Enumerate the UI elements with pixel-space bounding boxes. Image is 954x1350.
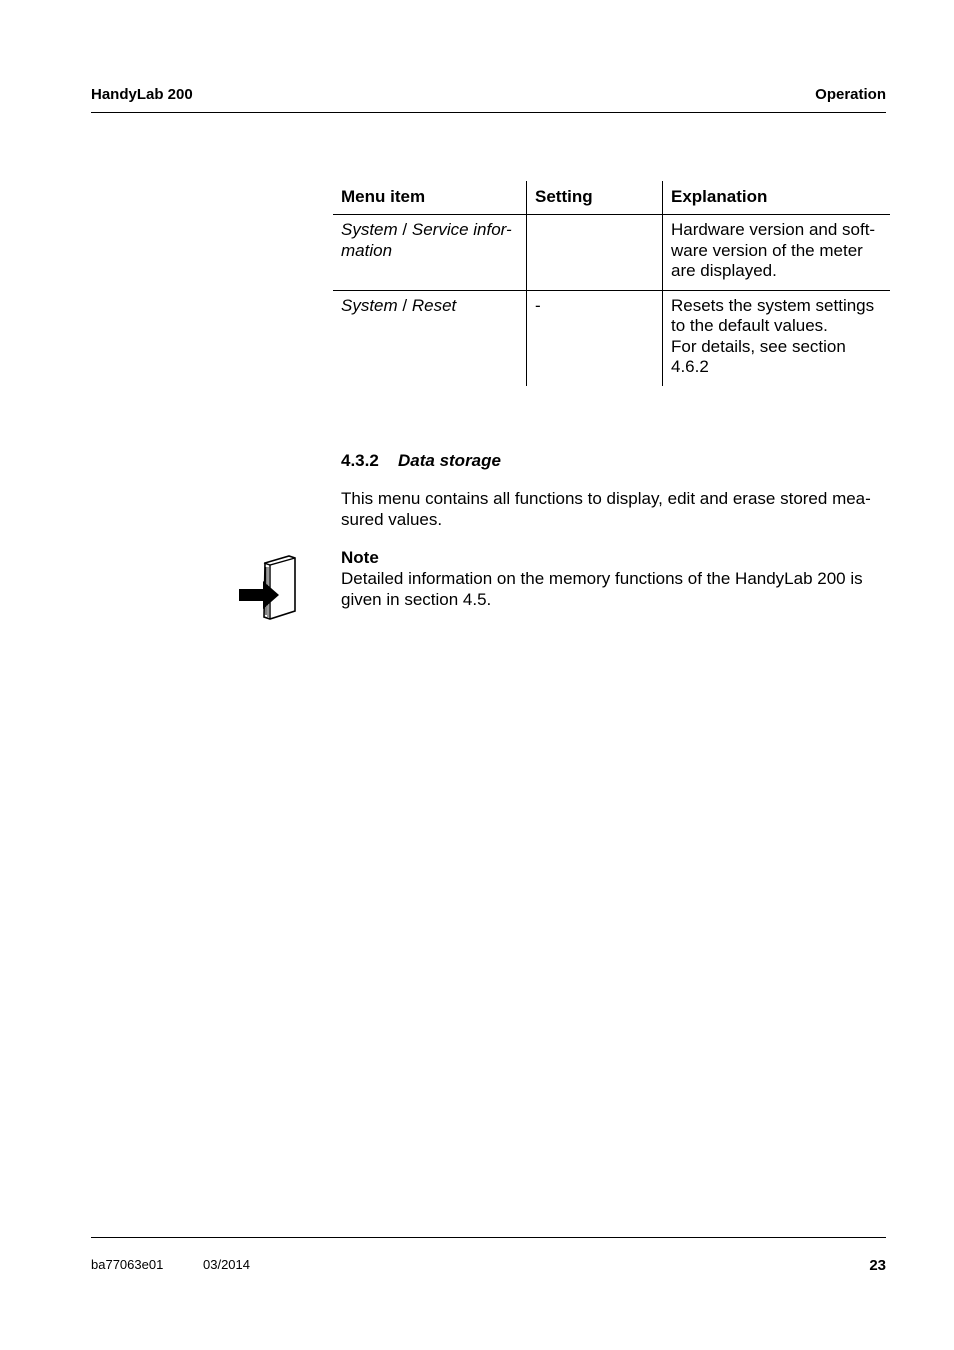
section-title: Data storage (398, 451, 501, 470)
menu-table (333, 181, 890, 386)
section-intro: This menu contains all functions to display, edit and erase stored mea-sured values. (341, 489, 871, 529)
footer-date: 03/2014 (203, 1257, 250, 1272)
menu-path-separator: / (397, 220, 412, 239)
header-chapter: Operation (815, 86, 886, 103)
menu-path-part: Reset (411, 295, 457, 315)
section-number: 4.3.2 (341, 451, 379, 470)
column-header-menu-item: Menu item (333, 181, 527, 215)
note-block (341, 547, 891, 610)
page-number: 23 (869, 1257, 886, 1274)
menu-path-part: System (341, 295, 398, 315)
menu-item-cell (333, 215, 527, 291)
menu-path-part: Service infor-mation (341, 220, 512, 260)
note-text: Detailed information on the memory functions of the HandyLab 200 is given in section 4.5. (341, 569, 863, 609)
explanation-cell: Hardware version and soft-ware version of the meter are displayed. (663, 215, 891, 291)
explanation-line: For details, see section 4.6.2 (671, 336, 846, 376)
setting-cell: - (527, 290, 663, 386)
section-heading (341, 451, 501, 471)
header-product: HandyLab 200 (91, 86, 193, 103)
table-header-row (333, 181, 890, 215)
footer-doc-id: ba77063e01 (91, 1257, 164, 1272)
footer-rule (91, 1237, 886, 1238)
table-row (333, 215, 890, 291)
note-title: Note (341, 548, 379, 567)
explanation-cell (663, 290, 891, 386)
menu-item-cell (333, 290, 527, 386)
column-header-setting: Setting (527, 181, 663, 215)
menu-path-part: System (341, 220, 398, 239)
setting-cell (527, 215, 663, 291)
explanation-line: Resets the system settings to the default values. (671, 295, 875, 335)
header-rule (91, 112, 886, 113)
note-book-arrow-icon (237, 553, 297, 621)
column-header-explanation: Explanation (663, 181, 891, 215)
menu-path-separator: / (397, 295, 412, 315)
table-row (333, 290, 890, 386)
